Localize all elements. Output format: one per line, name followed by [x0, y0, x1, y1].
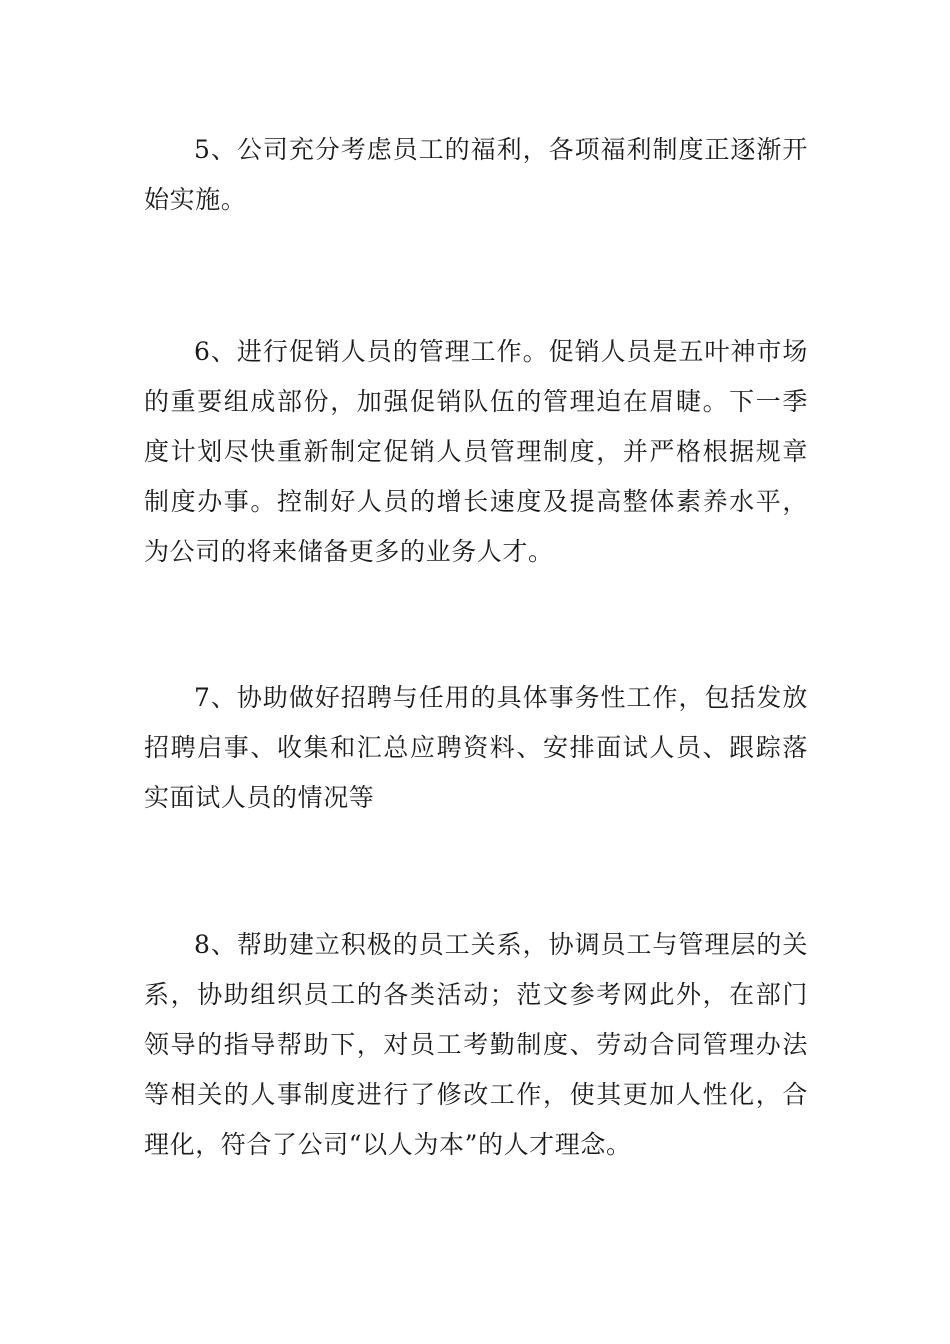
paragraph-item-8: 8、帮助建立积极的员工关系，协调员工与管理层的关系，协助组织员工的各类活动；范文参考网此外，在部门领导的指导帮助下，对员工考勤制度、劳动合同管理办法等相关的人事制度进行了修改工作，使其更加人性化，合理化，符合了公司“以人为本”的人才理念。	[144, 930, 808, 1159]
paragraph-item-7: 7、协助做好招聘与任用的具体事务性工作，包括发放招聘启事、收集和汇总应聘资料、安排面试人员、跟踪落实面试人员的情况等	[144, 683, 808, 812]
paragraph-item-5: 5、公司充分考虑员工的福利，各项福利制度正逐渐开始实施。	[144, 135, 808, 214]
paragraph-item-6: 6、进行促销人员的管理工作。促销人员是五叶神市场的重要组成部份，加强促销队伍的管理迫在眉睫。下一季度计划尽快重新制定促销人员管理制度，并严格根据规章制度办事。控制好人员的增长速度及提高整体素养水平，为公司的将来储备更多的业务人才。	[144, 337, 808, 566]
